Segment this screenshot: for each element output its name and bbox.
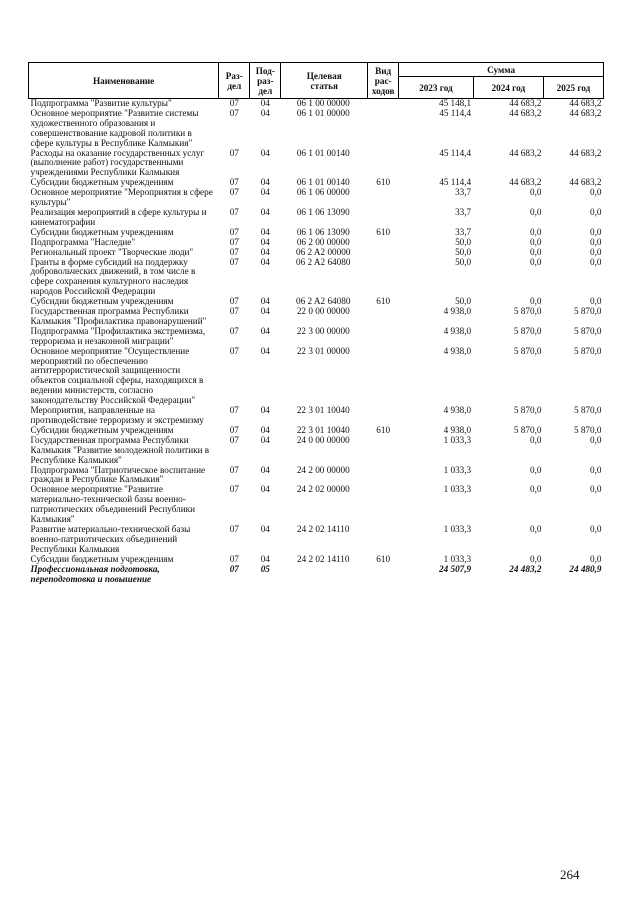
- row-vid: 610: [376, 177, 391, 188]
- row-podrazdel: 04: [260, 296, 270, 307]
- header-podrazdel: Под- раз- дел: [250, 63, 281, 99]
- row-razdel: 07: [229, 434, 239, 445]
- row-vid: 610: [376, 226, 391, 237]
- row-celevaya: 06 1 01 00140: [296, 177, 350, 188]
- row-celevaya: 24 0 00 00000: [296, 434, 350, 445]
- row-2023: 50,0: [455, 296, 472, 307]
- row-podrazdel: 04: [260, 236, 270, 247]
- row-name: Субсидии бюджетным учреждениям: [30, 424, 174, 435]
- table-row: [29, 327, 604, 347]
- row-vid: 610: [376, 424, 391, 435]
- row-2023: 4 938,0: [443, 345, 472, 356]
- row-2024: 0,0: [529, 206, 542, 217]
- row-2024: 0,0: [529, 246, 542, 257]
- row-2024: 0,0: [529, 464, 542, 475]
- row-2023: 4 938,0: [443, 405, 472, 416]
- table-row: [29, 258, 604, 298]
- header-razdel: Раз- дел: [219, 63, 250, 99]
- row-2024: 0,0: [529, 484, 542, 495]
- row-celevaya: 24 2 02 14110: [296, 523, 350, 534]
- row-podrazdel: 04: [260, 226, 270, 237]
- row-celevaya: 06 1 06 13090: [296, 206, 350, 217]
- row-vid: [368, 149, 399, 179]
- row-2024: 44 683,2: [509, 147, 542, 158]
- row-2023: 1 033,3: [443, 523, 472, 534]
- row-razdel: 07: [229, 405, 239, 416]
- row-celevaya: 06 2 A2 00000: [296, 246, 351, 257]
- row-2023: 33,7: [455, 187, 472, 198]
- row-2023: 1 033,3: [443, 553, 472, 564]
- row-2025: 0,0: [590, 226, 602, 237]
- row-celevaya: 24 2 02 14110: [296, 553, 350, 564]
- row-razdel: 07: [229, 256, 239, 267]
- row-2023: 24 507,9: [438, 563, 472, 574]
- row-2025: 0,0: [590, 523, 602, 534]
- row-name: Субсидии бюджетным учреждениям: [30, 226, 174, 237]
- row-razdel: 07: [229, 345, 239, 356]
- row-2025: 0,0: [590, 206, 602, 217]
- row-name: Расходы на оказание государственных услуг (выполнение работ) государственными учреждениями Республики Калмыкия: [30, 147, 205, 178]
- row-razdel: 07: [229, 246, 239, 257]
- row-podrazdel: 04: [260, 424, 270, 435]
- header-name: Наименование: [29, 63, 219, 99]
- row-celevaya: 22 3 01 00000: [296, 345, 350, 356]
- budget-table-page: [28, 62, 604, 584]
- table-row: [29, 208, 604, 228]
- row-name: Подпрограмма "Патриотическое воспитание граждан в Республике Калмыкия": [30, 464, 206, 485]
- header-celevaya: Целевая статья: [281, 63, 368, 99]
- row-vid: [368, 466, 399, 486]
- row-celevaya: 06 1 06 13090: [296, 226, 350, 237]
- row-podrazdel: 04: [260, 464, 270, 475]
- row-2025: 24 480,9: [569, 563, 602, 574]
- row-celevaya: 22 3 01 10040: [296, 424, 350, 435]
- row-2023: 33,7: [455, 226, 472, 237]
- row-razdel: 07: [229, 523, 239, 534]
- row-name: Основное мероприятие "Осуществление мероприятий по обеспечению антитеррористической защищенности объектов социальной сферы, находящихся в ведении министерств, согласно законодательству Российской Федерации": [30, 345, 204, 406]
- row-name: Государственная программа Республики Калмыкия "Развитие молодежной политики в Республике Калмыкия": [30, 434, 210, 465]
- row-2025: 44 683,2: [569, 177, 602, 188]
- row-celevaya: 24 2 02 00000: [296, 484, 350, 495]
- row-razdel: 07: [229, 107, 239, 118]
- row-2023: 45 114,4: [439, 147, 472, 158]
- row-2023: 45 114,4: [439, 107, 472, 118]
- table-body: [29, 99, 604, 585]
- row-podrazdel: 04: [260, 345, 270, 356]
- row-2023: 4 938,0: [443, 325, 472, 336]
- row-2024: 0,0: [529, 553, 542, 564]
- row-podrazdel: 04: [260, 306, 270, 317]
- row-2025: 0,0: [590, 553, 602, 564]
- row-razdel: 07: [229, 553, 239, 564]
- row-2024: 44 683,2: [509, 177, 542, 188]
- row-vid: 610: [376, 553, 391, 564]
- row-podrazdel: 04: [260, 484, 270, 495]
- row-2025: 44 683,2: [569, 147, 602, 158]
- header-2025: 2025 год: [543, 77, 603, 99]
- row-razdel: 07: [229, 563, 239, 574]
- table-row: [29, 406, 604, 426]
- row-vid: [368, 565, 399, 585]
- row-razdel: 07: [229, 177, 239, 188]
- row-razdel: 07: [229, 226, 239, 237]
- row-name: Субсидии бюджетным учреждениям: [30, 296, 174, 307]
- row-celevaya: 06 1 00 00000: [296, 98, 350, 108]
- row-vid: [368, 258, 399, 298]
- row-2024: 0,0: [529, 434, 542, 445]
- table-row: [29, 436, 604, 466]
- row-podrazdel: 04: [260, 405, 270, 416]
- row-celevaya: 22 3 01 10040: [296, 405, 350, 416]
- row-name: Региональный проект "Творческие люди": [30, 246, 194, 257]
- header-vid: Вид рас- ходов: [368, 63, 399, 99]
- row-vid: [368, 307, 399, 327]
- page-number: 264: [560, 867, 580, 882]
- row-2024: 24 483,2: [509, 563, 542, 574]
- row-podrazdel: 04: [260, 147, 270, 158]
- row-vid: [368, 436, 399, 466]
- row-name: Подпрограмма "Наследие": [30, 236, 136, 247]
- row-2025: 5 870,0: [573, 325, 602, 336]
- row-name: Развитие материально-технической базы военно-патриотических объединений Республики Калмыкия: [30, 523, 191, 554]
- header-2023: 2023 год: [399, 77, 473, 99]
- row-name: Субсидии бюджетным учреждениям: [30, 553, 174, 564]
- row-celevaya: 06 2 A2 64080: [296, 256, 351, 267]
- row-2023: 1 033,3: [443, 434, 472, 445]
- row-celevaya: 06 1 01 00140: [296, 147, 350, 158]
- row-name: Основное мероприятие "Развитие материально-технической базы военно-патриотических объединений Республики Калмыкия": [30, 484, 196, 525]
- row-2023: 4 938,0: [443, 306, 472, 317]
- table-row: [29, 525, 604, 555]
- table-row: [29, 565, 604, 585]
- table-row: [29, 149, 604, 179]
- row-2025: 0,0: [590, 484, 602, 495]
- row-2024: 0,0: [529, 523, 542, 534]
- row-2023: 33,7: [455, 206, 472, 217]
- table-row: [29, 188, 604, 208]
- row-2025: 5 870,0: [573, 345, 602, 356]
- row-vid: [368, 485, 399, 525]
- row-celevaya: 06 1 06 00000: [296, 187, 350, 198]
- row-vid: [368, 208, 399, 228]
- row-razdel: 07: [229, 98, 239, 108]
- row-name: Подпрограмма "Развитие культуры": [30, 98, 172, 108]
- row-2025: 0,0: [590, 236, 602, 247]
- row-razdel: 07: [229, 484, 239, 495]
- row-2023: 1 033,3: [443, 464, 472, 475]
- row-razdel: 07: [229, 147, 239, 158]
- row-name: Основное мероприятие "Развитие системы художественного образования и совершенствование кадровой политики в сфере культуры в Республике Калмыкия": [30, 107, 199, 148]
- row-vid: [368, 188, 399, 208]
- row-name: Основное мероприятие "Мероприятия в сфере культуры": [30, 187, 213, 208]
- row-podrazdel: 04: [260, 177, 270, 188]
- row-name: Гранты в форме субсидий на поддержку добровольческих движений, в том числе в сфере сохранения культурного наследия народов Российской Федерации: [30, 256, 196, 297]
- row-2025: 0,0: [590, 246, 602, 257]
- row-2024: 5 870,0: [513, 405, 542, 416]
- row-podrazdel: 04: [260, 187, 270, 198]
- row-2025: 5 870,0: [573, 405, 602, 416]
- row-2023: 1 033,3: [443, 484, 472, 495]
- row-2024: 0,0: [529, 236, 542, 247]
- row-celevaya: [281, 565, 368, 585]
- row-2024: 44 683,2: [509, 107, 542, 118]
- row-2024: 5 870,0: [513, 345, 542, 356]
- row-podrazdel: 04: [260, 206, 270, 217]
- header-2024: 2024 год: [473, 77, 543, 99]
- row-2025: 0,0: [590, 434, 602, 445]
- row-razdel: 07: [229, 236, 239, 247]
- row-2024: 0,0: [529, 187, 542, 198]
- row-celevaya: 06 2 A2 64080: [296, 296, 351, 307]
- row-vid: [368, 525, 399, 555]
- table-row: [29, 109, 604, 149]
- row-razdel: 07: [229, 296, 239, 307]
- row-name: Реализация мероприятий в сфере культуры и кинематографии: [30, 206, 207, 227]
- row-celevaya: 22 3 00 00000: [296, 325, 350, 336]
- row-razdel: 07: [229, 464, 239, 475]
- row-2025: 0,0: [590, 296, 602, 307]
- row-2025: 5 870,0: [573, 424, 602, 435]
- row-vid: [368, 248, 399, 258]
- row-2024: 0,0: [529, 226, 542, 237]
- row-podrazdel: 04: [260, 256, 270, 267]
- row-2025: 5 870,0: [573, 306, 602, 317]
- table-row: [29, 248, 604, 258]
- row-2023: 45 148,1: [438, 98, 472, 108]
- row-podrazdel: 04: [260, 107, 270, 118]
- row-razdel: 07: [229, 187, 239, 198]
- row-2025: 44 683,2: [569, 107, 602, 118]
- row-vid: [368, 406, 399, 426]
- header-summa: Сумма: [399, 63, 604, 77]
- row-2024: 44 683,2: [509, 98, 542, 108]
- row-name: Подпрограмма "Профилактика экстремизма, терроризма и незаконной миграции": [30, 325, 206, 346]
- row-name: Профессиональная подготовка, переподготовка и повышение: [30, 563, 160, 584]
- row-podrazdel: 05: [260, 563, 270, 574]
- table-header: [29, 63, 604, 99]
- row-2025: 0,0: [590, 187, 602, 198]
- table-row: [29, 347, 604, 406]
- row-2025: 0,0: [590, 464, 602, 475]
- budget-table: [28, 62, 604, 584]
- row-razdel: 07: [229, 424, 239, 435]
- row-vid: [368, 327, 399, 347]
- table-row: [29, 466, 604, 486]
- row-2024: 5 870,0: [513, 325, 542, 336]
- row-razdel: 07: [229, 306, 239, 317]
- row-2023: 50,0: [455, 256, 472, 267]
- row-2023: 50,0: [455, 236, 472, 247]
- row-2023: 45 114,4: [439, 177, 472, 188]
- row-celevaya: 06 2 00 00000: [296, 236, 350, 247]
- row-podrazdel: 04: [260, 553, 270, 564]
- row-vid: [368, 238, 399, 248]
- row-2023: 50,0: [455, 246, 472, 257]
- row-podrazdel: 04: [260, 523, 270, 534]
- table-row: [29, 307, 604, 327]
- row-razdel: 07: [229, 325, 239, 336]
- row-podrazdel: 04: [260, 246, 270, 257]
- row-podrazdel: 04: [260, 325, 270, 336]
- row-razdel: 07: [229, 206, 239, 217]
- row-vid: [368, 109, 399, 149]
- row-2023: 4 938,0: [443, 424, 472, 435]
- row-name: Субсидии бюджетным учреждениям: [30, 177, 174, 188]
- row-podrazdel: 04: [260, 98, 270, 108]
- row-2024: 0,0: [529, 296, 542, 307]
- row-2024: 0,0: [529, 256, 542, 267]
- row-2024: 5 870,0: [513, 306, 542, 317]
- row-2025: 44 683,2: [569, 98, 602, 108]
- row-name: Государственная программа Республики Калмыкия "Профилактика правонарушений": [30, 306, 207, 326]
- row-name: Мероприятия, направленные на противодействие терроризму и экстремизму: [30, 405, 204, 425]
- row-celevaya: 22 0 00 00000: [296, 306, 350, 317]
- row-podrazdel: 04: [260, 434, 270, 445]
- row-vid: 610: [376, 296, 391, 307]
- row-vid: [368, 99, 399, 109]
- row-celevaya: 24 2 00 00000: [296, 464, 350, 475]
- row-2024: 5 870,0: [513, 424, 542, 435]
- row-celevaya: 06 1 01 00000: [296, 107, 350, 118]
- row-vid: [368, 347, 399, 406]
- table-row: [29, 485, 604, 525]
- row-2025: 0,0: [590, 256, 602, 267]
